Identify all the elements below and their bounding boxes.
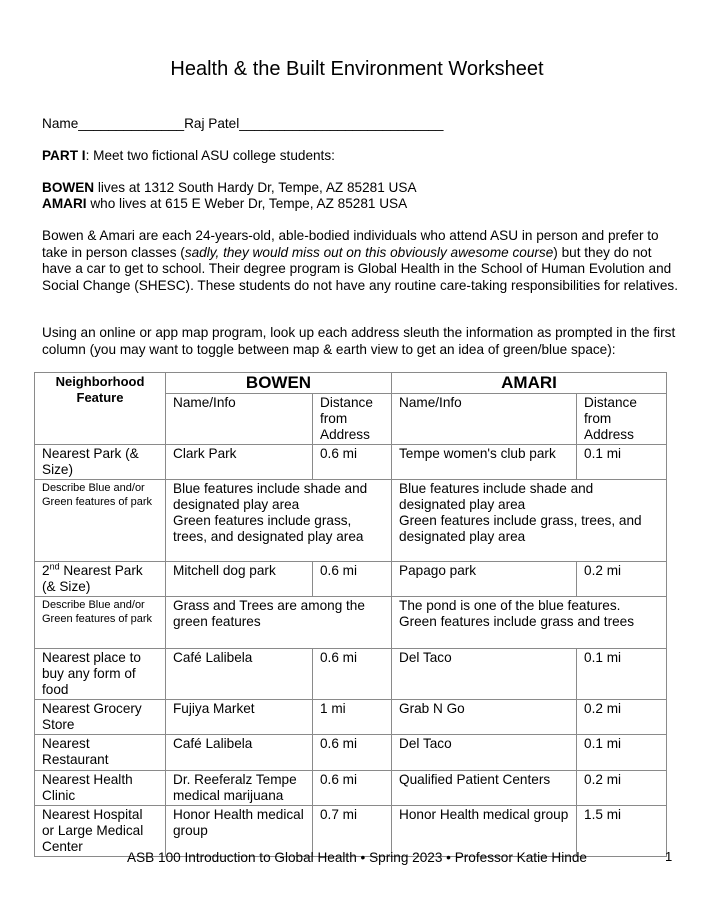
amari-desc-cell: The pond is one of the blue features. Green features include grass and trees: [392, 597, 667, 649]
amari-distance-header: Distance from Address: [577, 394, 667, 445]
bowen-distance-cell: 0.6 mi: [313, 771, 392, 806]
feature-cell: Describe Blue and/or Green features of park: [35, 480, 166, 562]
intro-paragraph: [42, 228, 682, 294]
table-row: [35, 771, 667, 806]
feature-header: Neighborhood Feature: [35, 373, 166, 445]
bowen-address: [42, 180, 682, 197]
table-row: [35, 480, 667, 562]
intro-italic: sadly, they would miss out on this obviously awesome course: [184, 244, 554, 260]
amari-name-cell: Tempe women's club park: [392, 445, 577, 480]
instructions-paragraph: Using an online or app map program, look up each address sleuth the information as prompted in the first column (you may want to toggle between map & earth view to get an idea of green/blue space):: [42, 325, 676, 357]
intro-text-b: ) but they do not have a car to get to school. Their degree program is Global Health in the School of Human Evolution and Social Change (SHESC). These students do not have any routine care-taking responsibilities for relatives.: [42, 244, 678, 293]
part-heading: [42, 148, 682, 165]
table-row: [35, 445, 667, 480]
feature-cell: [35, 562, 166, 597]
part-text: : Meet two fictional ASU college students:: [85, 148, 335, 163]
bowen-desc-cell: Blue features include shade and designated play area Green features include grass, trees, and designated play area: [166, 480, 392, 562]
amari-name-cell: Honor Health medical group: [392, 806, 577, 857]
feature-sup: nd: [49, 561, 60, 572]
amari-name-info-header: Name/Info: [392, 394, 577, 445]
amari-name-cell: Del Taco: [392, 735, 577, 771]
amari-name-cell: Del Taco: [392, 649, 577, 700]
feature-cell: Nearest Restaurant: [35, 735, 166, 771]
feature-cell: Nearest Hospital or Large Medical Center: [35, 806, 166, 857]
table-header-row: [35, 373, 667, 394]
table-row: [35, 700, 667, 735]
amari-name-cell: Qualified Patient Centers: [392, 771, 577, 806]
feature-cell: Nearest Park (& Size): [35, 445, 166, 480]
amari-distance-cell: 1.5 mi: [577, 806, 667, 857]
bowen-distance-cell: 1 mi: [313, 700, 392, 735]
feature-cell: Nearest Grocery Store: [35, 700, 166, 735]
worksheet-table: [34, 372, 667, 857]
amari-name-cell: Papago park: [392, 562, 577, 597]
student-name: Raj Patel: [184, 116, 240, 131]
amari-name-cell: Grab N Go: [392, 700, 577, 735]
bowen-header: BOWEN: [166, 373, 392, 394]
name-prefix: Name______________: [42, 116, 185, 131]
part-label: PART I: [42, 148, 86, 163]
amari-distance-cell: 0.1 mi: [577, 735, 667, 771]
bowen-name-info-header: Name/Info: [166, 394, 313, 445]
bowen-distance-cell: 0.6 mi: [313, 735, 392, 771]
table-row: [35, 735, 667, 771]
table-row: [35, 562, 667, 597]
bowen-distance-cell: 0.6 mi: [313, 562, 392, 597]
amari-address-text: who lives at 615 E Weber Dr, Tempe, AZ 85281 USA: [86, 196, 408, 211]
name-suffix: ___________________________: [239, 116, 444, 131]
bowen-desc-cell: Grass and Trees are among the green features: [166, 597, 392, 649]
bowen-name-cell: Fujiya Market: [166, 700, 313, 735]
amari-distance-cell: 0.1 mi: [577, 445, 667, 480]
feature-rest: Nearest Park (& Size): [42, 563, 143, 594]
bowen-distance-header: Distance from Address: [313, 394, 392, 445]
bowen-name-cell: Café Lalibela: [166, 735, 313, 771]
bowen-address-text: lives at 1312 South Hardy Dr, Tempe, AZ 85281 USA: [94, 180, 417, 195]
bowen-name-cell: Dr. Reeferalz Tempe medical marijuana: [166, 771, 313, 806]
amari-header: AMARI: [392, 373, 667, 394]
bowen-distance-cell: 0.6 mi: [313, 649, 392, 700]
intro-text-a: Bowen & Amari are each 24-years-old, able-bodied individuals who attend ASU in person and prefer to take in person classes (: [42, 228, 659, 260]
name-line: [42, 116, 682, 133]
feature-num: 2: [42, 563, 50, 578]
bowen-name-cell: Café Lalibela: [166, 649, 313, 700]
bowen-name: BOWEN: [42, 180, 95, 195]
amari-desc-cell: Blue features include shade and designated play area Green features include grass, trees, and designated play area: [392, 480, 667, 562]
bowen-name-cell: Mitchell dog park: [166, 562, 313, 597]
bowen-distance-cell: 0.6 mi: [313, 445, 392, 480]
page-title: Health & the Built Environment Worksheet: [170, 58, 544, 80]
table-row: [35, 649, 667, 700]
table-row: [35, 597, 667, 649]
amari-distance-cell: 0.1 mi: [577, 649, 667, 700]
amari-distance-cell: 0.2 mi: [577, 771, 667, 806]
table-row: [35, 806, 667, 857]
amari-address: [42, 196, 682, 213]
bowen-distance-cell: 0.7 mi: [313, 806, 392, 857]
feature-cell: Describe Blue and/or Green features of park: [35, 597, 166, 649]
feature-cell: Nearest Health Clinic: [35, 771, 166, 806]
bowen-name-cell: Honor Health medical group: [166, 806, 313, 857]
amari-distance-cell: 0.2 mi: [577, 700, 667, 735]
page-number: 1: [665, 849, 673, 864]
page-footer: ASB 100 Introduction to Global Health • Spring 2023 • Professor Katie Hinde: [127, 850, 587, 865]
feature-cell: Nearest place to buy any form of food: [35, 649, 166, 700]
amari-distance-cell: 0.2 mi: [577, 562, 667, 597]
amari-name: AMARI: [42, 196, 87, 211]
bowen-name-cell: Clark Park: [166, 445, 313, 480]
